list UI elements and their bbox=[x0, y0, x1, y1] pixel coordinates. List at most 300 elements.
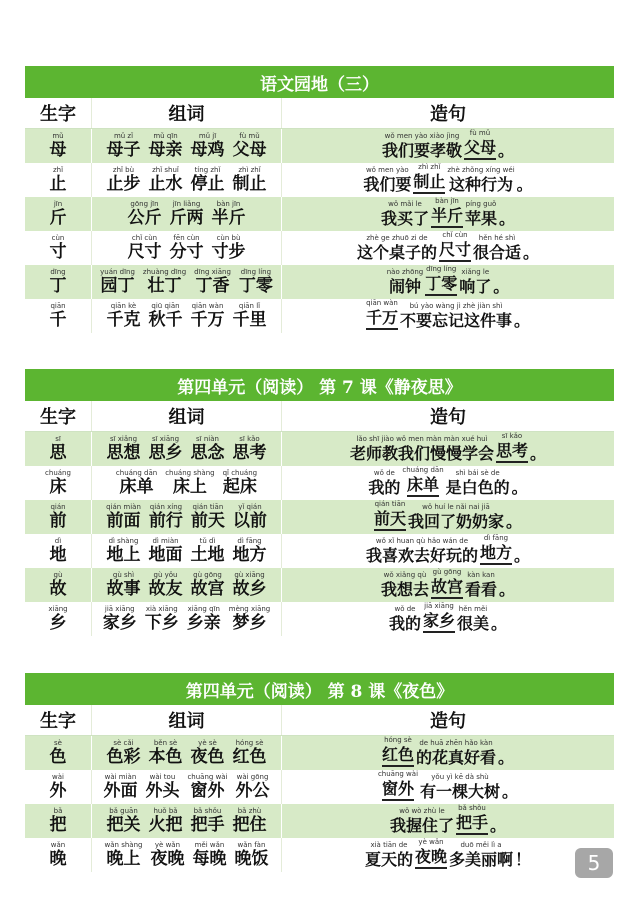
words-cell bbox=[91, 838, 281, 872]
pinyin: wǎn bbox=[50, 841, 66, 849]
hanzi: 停止 bbox=[190, 174, 225, 194]
hanzi: 斤 bbox=[49, 208, 67, 228]
table-row bbox=[25, 163, 614, 197]
hanzi: 地方 bbox=[232, 545, 267, 565]
hanzi: 思想 bbox=[106, 443, 141, 463]
hanzi: 。 bbox=[511, 478, 528, 497]
underlined-hanzi: 千万 bbox=[366, 308, 398, 330]
section-title: 第四单元（阅读） 第 8 课《夜色》 bbox=[25, 673, 614, 705]
sentence-cell bbox=[281, 299, 614, 333]
ruby-text bbox=[50, 537, 67, 565]
hanzi: 窗外 bbox=[190, 781, 225, 801]
ruby-text bbox=[465, 571, 497, 599]
ruby-text bbox=[523, 234, 539, 262]
table-row bbox=[25, 736, 614, 770]
hanzi: 红色 bbox=[232, 747, 267, 767]
ruby-text bbox=[387, 268, 424, 296]
pinyin: bǎ guān bbox=[109, 807, 138, 815]
pinyin: bǎ shǒu bbox=[458, 804, 486, 812]
ruby-text bbox=[191, 739, 225, 767]
hanzi: 我的 bbox=[388, 614, 421, 633]
section-title: 第四单元（阅读） 第 7 课《静夜思》 bbox=[25, 369, 614, 401]
header-words: 组词 bbox=[91, 401, 281, 431]
ruby-text bbox=[229, 605, 271, 633]
hanzi: 晚饭 bbox=[234, 849, 269, 869]
hanzi: 起床 bbox=[222, 477, 257, 497]
pinyin: xiāng bbox=[48, 605, 68, 613]
header-char: 生字 bbox=[40, 407, 76, 428]
hanzi: 有一棵大树 bbox=[420, 782, 501, 801]
pinyin: wài bbox=[52, 773, 64, 781]
pinyin: mǔ qīn bbox=[153, 132, 178, 140]
pinyin: cùn bbox=[51, 234, 65, 242]
char-cell bbox=[25, 568, 91, 602]
underlined-hanzi: 家乡 bbox=[423, 611, 455, 633]
hanzi: 秋千 bbox=[148, 310, 183, 330]
ruby-text bbox=[366, 299, 398, 330]
ruby-text bbox=[191, 807, 225, 835]
ruby-text bbox=[502, 773, 518, 801]
words-cell bbox=[91, 568, 281, 602]
pinyin: sè cǎi bbox=[113, 739, 134, 747]
char-cell bbox=[25, 163, 91, 197]
hanzi: 我想去 bbox=[380, 580, 429, 599]
word-list bbox=[102, 773, 270, 801]
table-row bbox=[25, 432, 614, 466]
pinyin: dì fāng bbox=[237, 537, 262, 545]
words-cell bbox=[91, 432, 281, 466]
ruby-text bbox=[149, 302, 183, 330]
hanzi: 外面 bbox=[103, 781, 138, 801]
hanzi: 前天 bbox=[190, 511, 225, 531]
hanzi: 土地 bbox=[190, 545, 225, 565]
pinyin: píng guǒ bbox=[465, 200, 497, 208]
ruby-text bbox=[381, 571, 429, 599]
header-sentence: 造句 bbox=[281, 98, 614, 128]
pinyin: zhuàng dīng bbox=[142, 268, 187, 276]
hanzi: 公斤 bbox=[127, 208, 162, 228]
ruby-text bbox=[149, 435, 183, 463]
sentence-cell bbox=[281, 231, 614, 265]
underlined-hanzi: 前天 bbox=[374, 509, 406, 531]
table-row bbox=[25, 534, 614, 568]
pinyin: wài gōng bbox=[236, 773, 269, 781]
ruby-text bbox=[145, 605, 179, 633]
pinyin: fù mǔ bbox=[239, 132, 260, 140]
ruby-text bbox=[191, 503, 225, 531]
pinyin: zhǐ bù bbox=[112, 166, 135, 174]
pinyin: zhì zhǐ bbox=[238, 166, 261, 174]
words-cell bbox=[91, 602, 281, 636]
ruby-text bbox=[149, 537, 183, 565]
char-cell bbox=[25, 299, 91, 333]
char-cell bbox=[25, 231, 91, 265]
pinyin: mèng xiāng bbox=[228, 605, 271, 613]
table-row bbox=[25, 500, 614, 534]
word-list bbox=[99, 268, 274, 296]
pinyin: xiāng qīn bbox=[187, 605, 220, 613]
pinyin: wǎn shàng bbox=[104, 841, 143, 849]
pinyin: sī niàn bbox=[196, 435, 219, 443]
pinyin: wǒ men yào bbox=[365, 166, 409, 174]
underlined-hanzi: 夜晚 bbox=[415, 847, 447, 869]
hanzi: 。 bbox=[491, 614, 508, 633]
pinyin: sī bbox=[55, 435, 61, 443]
hanzi: 晚 bbox=[49, 849, 67, 869]
sentence-cell bbox=[281, 500, 614, 534]
ruby-text bbox=[107, 435, 141, 463]
pinyin: dīng bbox=[50, 268, 66, 276]
hanzi: 这个桌子的 bbox=[356, 243, 437, 262]
ruby-text bbox=[149, 132, 183, 160]
ruby-text bbox=[464, 129, 496, 160]
word-list bbox=[106, 302, 268, 330]
hanzi: 多美丽啊 bbox=[449, 850, 514, 869]
sentence-cell bbox=[281, 770, 614, 804]
pinyin: wǒ de bbox=[394, 605, 416, 613]
pinyin: hóng sè bbox=[235, 739, 264, 747]
ruby-text bbox=[187, 773, 227, 801]
words-cell bbox=[91, 231, 281, 265]
hanzi: 尺寸 bbox=[127, 242, 162, 262]
pinyin: wǒ de bbox=[373, 469, 395, 477]
hanzi: 。 bbox=[516, 175, 533, 194]
pinyin: dì bbox=[54, 537, 62, 545]
ruby-text bbox=[408, 503, 504, 531]
words-cell bbox=[91, 163, 281, 197]
ruby-text bbox=[106, 503, 141, 531]
hanzi: 制止 bbox=[232, 174, 267, 194]
header-char: 生字 bbox=[40, 104, 76, 125]
ruby-text bbox=[233, 739, 267, 767]
hanzi: 很合适 bbox=[473, 243, 522, 262]
header-sentence: 造句 bbox=[281, 705, 614, 735]
pinyin: chǐ cùn bbox=[442, 231, 468, 239]
hanzi: 是白色的 bbox=[445, 478, 510, 497]
ruby-text bbox=[50, 268, 67, 296]
pinyin: duō měi lì a bbox=[460, 841, 502, 849]
pinyin: chuáng dān bbox=[115, 469, 158, 477]
pinyin: qián miàn bbox=[106, 503, 141, 511]
hanzi: 很美 bbox=[457, 614, 490, 633]
underlined-hanzi: 尺寸 bbox=[439, 240, 471, 262]
hanzi: 故事 bbox=[106, 579, 141, 599]
pinyin: yǒu yì kē dà shù bbox=[431, 773, 489, 781]
words-cell bbox=[91, 129, 281, 163]
hanzi: 。 bbox=[502, 782, 519, 801]
table-row bbox=[25, 197, 614, 231]
ruby-text bbox=[431, 197, 463, 228]
ruby-text bbox=[517, 166, 533, 194]
hanzi: 母 bbox=[49, 140, 67, 160]
sentence-cell bbox=[281, 163, 614, 197]
ruby-text bbox=[191, 302, 225, 330]
ruby-text bbox=[420, 773, 500, 801]
hanzi: 父母 bbox=[232, 140, 267, 160]
underlined-hanzi: 半斤 bbox=[431, 206, 463, 228]
hanzi: 千里 bbox=[232, 310, 267, 330]
hanzi: 下乡 bbox=[144, 613, 179, 633]
pinyin: qiān wàn bbox=[366, 299, 398, 307]
pinyin: qǐ chuáng bbox=[222, 469, 258, 477]
ruby-text bbox=[149, 166, 183, 194]
pinyin: yuán dīng bbox=[100, 268, 135, 276]
underlined-hanzi: 制止 bbox=[413, 172, 445, 194]
ruby-text bbox=[233, 571, 267, 599]
hanzi: 分寸 bbox=[169, 242, 204, 262]
ruby-text bbox=[48, 605, 67, 633]
ruby-text bbox=[149, 503, 183, 531]
pinyin: chuáng shàng bbox=[165, 469, 215, 477]
char-cell bbox=[25, 838, 91, 872]
word-list bbox=[127, 200, 247, 228]
ruby-text bbox=[491, 605, 507, 633]
ruby-text bbox=[233, 435, 267, 463]
ruby-text bbox=[170, 234, 204, 262]
ruby-text bbox=[103, 773, 137, 801]
ruby-text bbox=[493, 268, 509, 296]
pinyin: yǐ qián bbox=[238, 503, 262, 511]
ruby-text bbox=[100, 268, 135, 296]
sentence-cell bbox=[281, 838, 614, 872]
ruby-text bbox=[50, 435, 67, 463]
hanzi: 千克 bbox=[106, 310, 141, 330]
sentence-cell bbox=[281, 129, 614, 163]
pinyin: yè wǎn bbox=[154, 841, 181, 849]
ruby-text bbox=[233, 302, 267, 330]
hanzi: 家乡 bbox=[102, 613, 137, 633]
hanzi: 把 bbox=[49, 815, 67, 835]
pinyin: qiān kè bbox=[110, 302, 137, 310]
pinyin: dīng líng bbox=[426, 265, 457, 273]
pinyin: jiā xiāng bbox=[424, 602, 454, 610]
hanzi: 以前 bbox=[232, 511, 267, 531]
header-words: 组词 bbox=[91, 705, 281, 735]
hanzi: 园丁 bbox=[100, 276, 135, 296]
ruby-text bbox=[390, 807, 454, 835]
word-list bbox=[106, 166, 268, 194]
pinyin: huǒ bǎ bbox=[153, 807, 178, 815]
hanzi: 故友 bbox=[148, 579, 183, 599]
table-row bbox=[25, 602, 614, 636]
header-words: 组词 bbox=[91, 98, 281, 128]
section-title: 语文园地（三） bbox=[25, 66, 614, 98]
ruby-text bbox=[107, 807, 141, 835]
underlined-hanzi: 丁零 bbox=[425, 274, 457, 296]
hanzi: 止步 bbox=[106, 174, 141, 194]
ruby-text bbox=[415, 838, 447, 869]
hanzi: 响了 bbox=[459, 277, 492, 296]
hanzi: 我回了奶奶家 bbox=[407, 512, 504, 531]
hanzi: 床单 bbox=[119, 477, 154, 497]
pinyin: wài miàn bbox=[104, 773, 137, 781]
char-cell bbox=[25, 534, 91, 568]
char-cell bbox=[25, 602, 91, 636]
hanzi: 外公 bbox=[235, 781, 270, 801]
char-cell bbox=[25, 804, 91, 838]
table-row bbox=[25, 466, 614, 500]
ruby-text bbox=[423, 602, 455, 633]
word-list bbox=[102, 605, 272, 633]
hanzi: 地上 bbox=[106, 545, 141, 565]
ruby-text bbox=[402, 466, 443, 497]
hanzi: 乡亲 bbox=[186, 613, 221, 633]
hanzi: 寸 bbox=[49, 242, 67, 262]
ruby-text bbox=[50, 132, 67, 160]
pinyin: wài tou bbox=[149, 773, 176, 781]
pinyin: wǒ xiǎng qù bbox=[383, 571, 427, 579]
hanzi: 丁 bbox=[49, 276, 67, 296]
hanzi: 。 bbox=[490, 816, 507, 835]
ruby-text bbox=[191, 571, 225, 599]
ruby-text bbox=[512, 469, 528, 497]
ruby-text bbox=[239, 268, 273, 296]
char-cell bbox=[25, 736, 91, 770]
pinyin: zhǐ bbox=[52, 166, 64, 174]
hanzi: 地 bbox=[49, 545, 67, 565]
ruby-text bbox=[191, 537, 225, 565]
underlined-hanzi: 故宫 bbox=[431, 577, 463, 599]
pinyin: cùn bù bbox=[216, 234, 241, 242]
table-row bbox=[25, 838, 614, 872]
word-list bbox=[106, 571, 268, 599]
hanzi: 。 bbox=[523, 243, 540, 262]
pinyin: jīn bbox=[53, 200, 63, 208]
pinyin: zhè ge zhuō zi de bbox=[366, 234, 428, 242]
ruby-text bbox=[400, 302, 512, 330]
ruby-text bbox=[212, 200, 246, 228]
hanzi: 我喜欢去好玩的 bbox=[365, 546, 478, 565]
pinyin: qiān lǐ bbox=[238, 302, 261, 310]
hanzi: 每晚 bbox=[192, 849, 227, 869]
ruby-text bbox=[50, 773, 67, 801]
ruby-text bbox=[212, 234, 246, 262]
pinyin: gōng jīn bbox=[130, 200, 159, 208]
section-lesson-7 bbox=[25, 369, 614, 636]
ruby-text bbox=[233, 807, 267, 835]
table-row bbox=[25, 770, 614, 804]
pinyin: jiā xiāng bbox=[104, 605, 135, 613]
ruby-text bbox=[50, 200, 67, 228]
table-row bbox=[25, 804, 614, 838]
hanzi: 火把 bbox=[148, 815, 183, 835]
hanzi: 我的 bbox=[368, 478, 401, 497]
pinyin: gù bbox=[53, 571, 63, 579]
ruby-text bbox=[236, 773, 270, 801]
pinyin: mǔ jī bbox=[198, 132, 217, 140]
ruby-text bbox=[107, 537, 141, 565]
pinyin: yè wǎn bbox=[418, 838, 444, 846]
words-cell bbox=[91, 197, 281, 231]
ruby-text bbox=[357, 234, 437, 262]
hanzi: 夜晚 bbox=[150, 849, 185, 869]
pinyin: kàn kan bbox=[467, 571, 495, 579]
ruby-text bbox=[382, 736, 414, 767]
char-cell bbox=[25, 770, 91, 804]
ruby-text bbox=[446, 469, 510, 497]
pinyin: wǒ xǐ huan qù hǎo wán de bbox=[375, 537, 469, 545]
ruby-text bbox=[116, 469, 157, 497]
pinyin: zhè zhǒng xíng wéi bbox=[447, 166, 515, 174]
table-row bbox=[25, 568, 614, 602]
pinyin: chuāng wài bbox=[187, 773, 228, 781]
ruby-text bbox=[498, 739, 514, 767]
hanzi: 。 bbox=[499, 209, 516, 228]
pinyin: bǎ zhù bbox=[237, 807, 262, 815]
pinyin: gù xiāng bbox=[234, 571, 265, 579]
word-list bbox=[106, 132, 268, 160]
underlined-hanzi: 思考 bbox=[496, 441, 528, 463]
ruby-text bbox=[50, 503, 67, 531]
ruby-text bbox=[187, 605, 221, 633]
ruby-text bbox=[107, 571, 141, 599]
ruby-text bbox=[233, 537, 267, 565]
hanzi: 老师教我们慢慢学会 bbox=[349, 444, 494, 463]
underlined-hanzi: 地方 bbox=[480, 543, 512, 565]
table-header bbox=[25, 401, 614, 432]
pinyin: fēn cùn bbox=[173, 234, 200, 242]
ruby-text bbox=[490, 807, 506, 835]
pinyin: qiū qiān bbox=[151, 302, 180, 310]
hanzi: 壮丁 bbox=[147, 276, 182, 296]
table-row bbox=[25, 231, 614, 265]
header-sentence: 造句 bbox=[281, 401, 614, 431]
hanzi: 故乡 bbox=[232, 579, 267, 599]
pinyin: bú yào wàng jì zhè jiàn shì bbox=[409, 302, 503, 310]
ruby-text bbox=[143, 268, 186, 296]
ruby-text bbox=[170, 200, 204, 228]
ruby-text bbox=[149, 739, 183, 767]
ruby-text bbox=[374, 500, 406, 531]
pinyin: lǎo shī jiào wǒ men màn màn xué huì bbox=[356, 435, 488, 443]
pinyin: qiān bbox=[50, 302, 66, 310]
pinyin: gù yǒu bbox=[153, 571, 178, 579]
pinyin: běn sè bbox=[153, 739, 178, 747]
pinyin: měi wǎn bbox=[194, 841, 225, 849]
sentence-cell bbox=[281, 197, 614, 231]
ruby-text bbox=[233, 166, 267, 194]
pinyin: dīng xiāng bbox=[194, 268, 231, 276]
ruby-text bbox=[447, 166, 514, 194]
ruby-text bbox=[107, 302, 141, 330]
ruby-text bbox=[50, 807, 67, 835]
pinyin: chuáng dān bbox=[402, 466, 444, 474]
ruby-text bbox=[223, 469, 258, 497]
hanzi: 。 bbox=[514, 311, 531, 330]
pinyin: wǒ mǎi le bbox=[388, 200, 422, 208]
pinyin: bàn jīn bbox=[435, 197, 459, 205]
ruby-text bbox=[149, 807, 183, 835]
table-row bbox=[25, 265, 614, 299]
hanzi: 母鸡 bbox=[190, 140, 225, 160]
words-cell bbox=[91, 265, 281, 299]
ruby-text bbox=[499, 200, 515, 228]
pinyin: dì miàn bbox=[152, 537, 179, 545]
pinyin: qián xíng bbox=[149, 503, 183, 511]
hanzi: 外 bbox=[49, 781, 67, 801]
word-list bbox=[106, 739, 268, 767]
pinyin: sī kǎo bbox=[239, 435, 260, 443]
hanzi: 乡 bbox=[49, 613, 67, 633]
words-cell bbox=[91, 736, 281, 770]
pinyin: tǔ dì bbox=[199, 537, 216, 545]
hanzi: 把手 bbox=[190, 815, 225, 835]
hanzi: 思念 bbox=[190, 443, 225, 463]
word-list bbox=[106, 435, 268, 463]
ruby-text bbox=[45, 469, 71, 497]
pinyin: jīn liǎng bbox=[172, 200, 201, 208]
hanzi: 色彩 bbox=[106, 747, 141, 767]
